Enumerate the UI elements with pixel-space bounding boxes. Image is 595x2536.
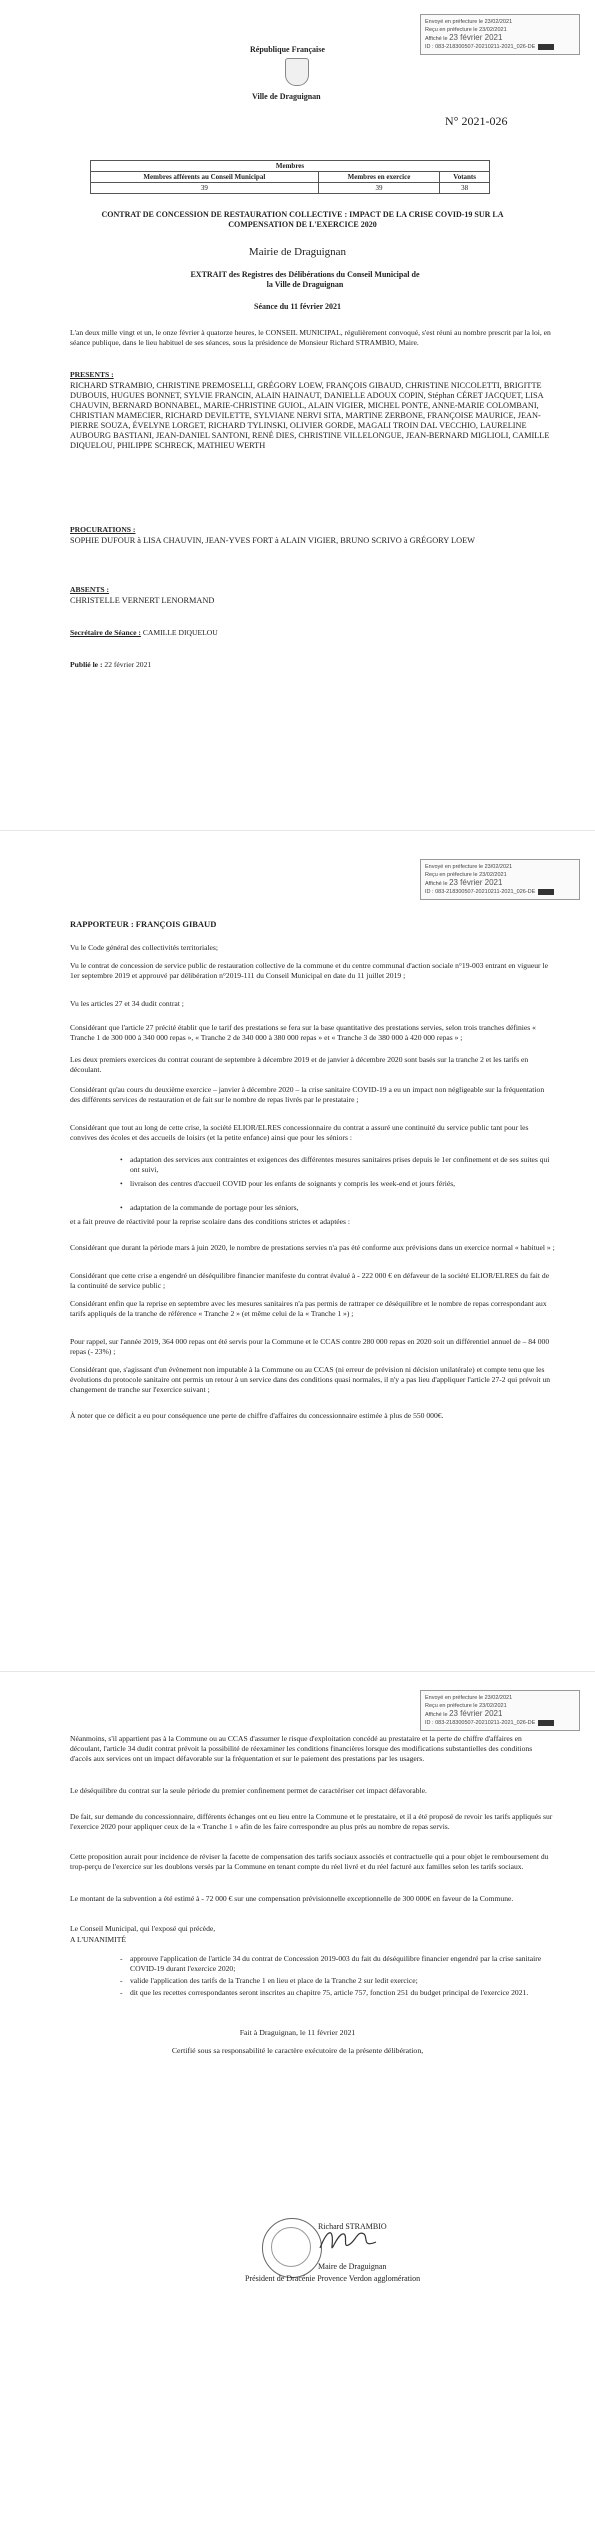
procurations-label: PROCURATIONS : <box>70 525 136 534</box>
intro-paragraph: L'an deux mille vingt et un, le onze février à quatorze heures, le CONSEIL MUNICIPAL, régulièrement convoqué, s'est réuni au nombre prescrit par la loi, en séance publique, dans le lieu habituel de ses séances, sous la présidence de Monsieur Richard STRAMBIO, Maire. <box>70 328 551 347</box>
members-table <box>90 160 490 194</box>
members-header-afferents: Membres afférents au Conseil Municipal <box>91 172 319 183</box>
official-seal-icon <box>262 2218 322 2278</box>
certifie-line: Certifié sous sa responsabilité le caractère exécutoire de la présente délibération, <box>171 2046 424 2055</box>
p2-reactivite: et a fait preuve de réactivité pour la reprise scolaire dans des conditions strictes et adaptées : <box>70 1217 351 1226</box>
city-crest-icon <box>285 58 309 86</box>
barcode-icon <box>538 1720 554 1726</box>
rapporteur: RAPPORTEUR : FRANÇOIS GIBAUD <box>70 919 217 929</box>
publie-label: Publié le : <box>70 660 103 669</box>
members-value-afferents: 39 <box>91 183 319 194</box>
prefecture-stamp <box>420 859 580 900</box>
p2-considerant-mars: Considérant que durant la période mars à juin 2020, le nombre de prestations servies n'a pas été conforme aux prévisions dans un exercice normal « habituel » ; <box>70 1243 555 1252</box>
members-header-votants: Votants <box>440 172 490 183</box>
publie-line <box>70 660 555 670</box>
stamp-date: 23 février 2021 <box>449 878 503 887</box>
seance-date: Séance du 11 février 2021 <box>254 302 341 311</box>
p2-considerant-27: Considérant que l'article 27 précité établit que le tarif des prestations se fera sur la base quantitative des prestations servies, selon trois tranches définies « Tranche 1 de 300 000 à 340 000 repas », « Tranche 2 de 340 000 à 380 000 repas » et « Tranche 3 de 380 000 à 420 000 repas » ; <box>70 1023 536 1042</box>
p3-decision-approuve: - approuve l'application de l'article 34 du contrat de Concession 2019-003 du fait du déséquilibre financier engendré par la crise sanitaire COVID-19 durant l'exercice 2020; <box>130 1954 555 1974</box>
stamp-id: ID : 083-218300507-20210211-2021_026-DE <box>425 889 536 895</box>
city-label: Ville de Draguignan <box>252 92 321 101</box>
p2-considerant-covid: Considérant qu'au cours du deuxième exercice – janvier à décembre 2020 – la crise sanitaire COVID-19 a eu un impact non négligeable sur la fréquentation des différents services de restauration et de fait sur le nombre de repas livrés par le prestataire ; <box>70 1085 545 1104</box>
members-header-exercice: Membres en exercice <box>318 172 440 183</box>
barcode-icon <box>538 44 554 50</box>
signatory-title-mayor: Maire de Draguignan <box>318 2262 387 2271</box>
stamp-affiche: Affiché le <box>425 881 448 887</box>
stamp-received: Reçu en préfecture le 23/02/2021 <box>425 27 507 33</box>
stamp-received: Reçu en préfecture le 23/02/2021 <box>425 1703 507 1709</box>
p3-conseil: Le Conseil Municipal, qui l'exposé qui précède, <box>70 1924 216 1933</box>
prefecture-stamp <box>420 1690 580 1731</box>
p2-deficit: À noter que ce déficit a eu pour conséquence une perte de chiffre d'affaires du concessionnaire estimée à plus de 550 000€. <box>70 1411 444 1420</box>
stamp-received: Reçu en préfecture le 23/02/2021 <box>425 872 507 878</box>
members-title: Membres <box>91 161 490 172</box>
page-1 <box>0 0 595 830</box>
p3-neanmoins: Néanmoins, s'il appartient pas à la Commune ou au CCAS d'assumer le risque d'exploitation concédé au prestataire et la perte de chiffre d'affaires en découlant, l'article 34 dudit contrat prévoit la possibilité de réexaminer les conditions financières lorsque des modifications substantielles des conditions d'accès aux services ont un impact défavorable sur la fréquentation et sur le paiement des prestations par les usagers. <box>70 1734 533 1763</box>
secretaire-label: Secrétaire de Séance : <box>70 628 141 637</box>
absents-label: ABSENTS : <box>70 585 110 594</box>
p2-vu-contrat: Vu le contrat de concession de service public de restauration collective de la commune et du centre communal d'action sociale n°19-003 entrant en vigueur le 1er septembre 2019 et approuvé par délibération n°2019-111 du Conseil Municipal en date du 11 juillet 2019 ; <box>70 961 548 980</box>
stamp-date: 23 février 2021 <box>449 33 503 42</box>
p2-bullet-portage: • adaptation de la commande de portage pour les séniors, <box>130 1203 555 1213</box>
p2-bullet-adaptation: • adaptation des services aux contraintes et exigences des différentes mesures sanitaires prises depuis le 1er confinement et de ses suites qui ont suivi, <box>130 1155 555 1175</box>
barcode-icon <box>538 889 554 895</box>
secretaire-line <box>70 628 555 638</box>
publie-date: 22 février 2021 <box>104 660 152 669</box>
stamp-sent: Envoyé en préfecture le 23/02/2021 <box>425 1695 513 1701</box>
p3-unanimite: A L'UNANIMITÉ <box>70 1935 126 1944</box>
p2-vu-articles: Vu les articles 27 et 34 dudit contrat ; <box>70 999 184 1008</box>
procurations-list: SOPHIE DUFOUR à LISA CHAUVIN, JEAN-YVES FORT à ALAIN VIGIER, BRUNO SCRIVO à GRÉGORY LOEW <box>70 536 475 545</box>
stamp-sent: Envoyé en préfecture le 23/02/2021 <box>425 19 513 25</box>
page-3 <box>0 1672 595 2536</box>
contract-title: CONTRAT DE CONCESSION DE RESTAURATION COLLECTIVE : IMPACT DE LA CRISE COVID-19 SUR LA COMPENSATION DE L'EXERCICE 2020 <box>101 210 504 229</box>
page-2 <box>0 831 595 1671</box>
signatory-name: Richard STRAMBIO <box>318 2222 387 2231</box>
stamp-date: 23 février 2021 <box>449 1709 503 1718</box>
mairie-title: Mairie de Draguignan <box>248 246 347 258</box>
members-value-exercice: 39 <box>318 183 440 194</box>
p3-desequilibre: Le déséquilibre du contrat sur la seule période du premier confinement permet de caractériser cet impact défavorable. <box>70 1786 427 1795</box>
members-value-votants: 38 <box>440 183 490 194</box>
p2-bullet-livraison: • livraison des centres d'accueil COVID pour les enfants de soignants y compris les week-end et jours fériés, <box>130 1179 555 1189</box>
p3-montant: Le montant de la subvention a été estimé à - 72 000 € sur une compensation prévisionnelle exceptionnelle de 300 000€ en faveur de la Commune. <box>70 1894 514 1903</box>
p2-considerant-elior: Considérant que tout au long de cette crise, la société ELIOR/ELRES concessionnaire du contrat a assuré une continuité du service public tant pour les convives des écoles et des accueils de loisirs (et la petite enfance) ainsi que pour les séniors : <box>70 1123 529 1142</box>
prefecture-stamp <box>420 14 580 55</box>
p2-considerant-desequilibre: Considérant que cette crise a engendré un déséquilibre financier manifeste du contrat évalué à - 222 000 € en défaveur de la société ELIOR/ELRES du fait de la continuité de service public ; <box>70 1271 550 1290</box>
p2-considerant-reprise: Considérant enfin que la reprise en septembre avec les mesures sanitaires n'a pas permis de rattraper ce déséquilibre et le nombre de repas correspondant aux tarifs appliqués de la tranche de référence « Tranche 2 » (et même celui de la « Tranche 1 ») ; <box>70 1299 547 1318</box>
secretaire-name: CAMILLE DIQUELOU <box>142 628 218 637</box>
stamp-sent: Envoyé en préfecture le 23/02/2021 <box>425 864 513 870</box>
absents-list: CHRISTELLE VERNERT LENORMAND <box>70 596 215 605</box>
republic-label: République Française <box>250 45 325 54</box>
p3-decision-valide: - valide l'application des tarifs de la Tranche 1 en lieu et place de la Tranche 2 sur ledit exercice; <box>130 1976 555 1986</box>
p2-vu-code: Vu le Code général des collectivités territoriales; <box>70 943 218 952</box>
presents-label: PRESENTS : <box>70 370 114 379</box>
p2-considerant-evenement: Considérant que, s'agissant d'un évènement non imputable à la Commune ou au CCAS (ni erreur de prévision ni décision unilatérale) et compte tenu que les évolutions du protocole sanitaire ont permis un retour à un service dans des conditions quasi normales, il n'y a pas lieu d'appliquer l'article 27-2 qui prévoit un changement de tranche sur l'exercice suivant ; <box>70 1365 551 1394</box>
p3-decision-recettes: - dit que les recettes correspondantes seront inscrites au chapitre 75, article 757, fonction 251 du budget principal de l'exercice 2021. <box>130 1988 555 1998</box>
stamp-affiche: Affiché le <box>425 36 448 42</box>
p2-deux-exercices: Les deux premiers exercices du contrat courant de septembre à décembre 2019 et de janvier à décembre 2020 sont basés sur la tranche 2 et les tarifs en découlant. <box>70 1055 529 1074</box>
extrait-title: EXTRAIT des Registres des Délibérations du Conseil Municipal de la Ville de Draguignan <box>190 270 420 289</box>
signatory-title-president: Président de Dracénie Provence Verdon agglomération <box>245 2274 421 2283</box>
presents-list: RICHARD STRAMBIO, CHRISTINE PREMOSELLI, GRÉGORY LOEW, FRANÇOIS GIBAUD, CHRISTINE NICCOLETTI, BRIGITTE DUBOUIS, HUGUES BONNET, SYLVIE FRANCIN, ALAIN HAINAUT, DANIELLE ADOUX COPIN, Stéphan CÉRET JACQUET, LISA CHAUVIN, BERNARD BONNABEL, MARIE-CHRISTINE GUIOL, ALAIN VIGIER, MICHEL PONTE, ANNE-MARIE COLOMBANI, CHRISTIAN MAMECIER, RICHARD DEVILETTE, SYLVIANE NERVI SITA, MARTINE ZERBONE, FRANÇOISE MAURICE, JEAN-PIERRE SOUZA, ÉVELYNE LORGET, RICHARD TYLINSKI, OLIVIER GORDE, MAGALI TROIN DAL VECCHIO, LAURELINE AUBOURG BASTIANI, JEAN-DANIEL SANTONI, RENÉ DIES, CHRISTINE VILLELONGUE, JEAN-BERNARD MIGLIOLI, CAMILLE DIQUELOU, PHILIPPE SCHRECK, MATHIEU WERTH <box>70 381 550 450</box>
deliberation-number: N° 2021-026 <box>445 114 508 128</box>
p3-proposition: Cette proposition aurait pour incidence de réviser la facette de compensation des tarifs sociaux associés et contractuelle qui a pour objet le remboursement du trop-perçu de l'exercice sur les doublons versés par la Commune en tenant compte du réel livré et du réel facturé aux familles selon les tarifs sociaux. <box>70 1852 549 1871</box>
stamp-id: ID : 083-218300507-20210211-2021_026-DE <box>425 44 536 50</box>
p2-rappel-2019: Pour rappel, sur l'année 2019, 364 000 repas ont été servis pour la Commune et le CCAS contre 280 000 repas en 2020 soit un différentiel annuel de – 84 000 repas (- 23%) ; <box>70 1337 550 1356</box>
stamp-affiche: Affiché le <box>425 1712 448 1718</box>
fait-line: Fait à Draguignan, le 11 février 2021 <box>239 2028 356 2037</box>
p3-de-fait: De fait, sur demande du concessionnaire, différents échanges ont eu lieu entre la Commune et le prestataire, et il a été proposé de revoir les tarifs appliqués sur l'exercice 2020 pour appliquer ceux de la « Tranche 1 » afin de les faire correspondre au plus près au nombre de repas servis. <box>70 1812 553 1831</box>
stamp-id: ID : 083-218300507-20210211-2021_026-DE <box>425 1720 536 1726</box>
